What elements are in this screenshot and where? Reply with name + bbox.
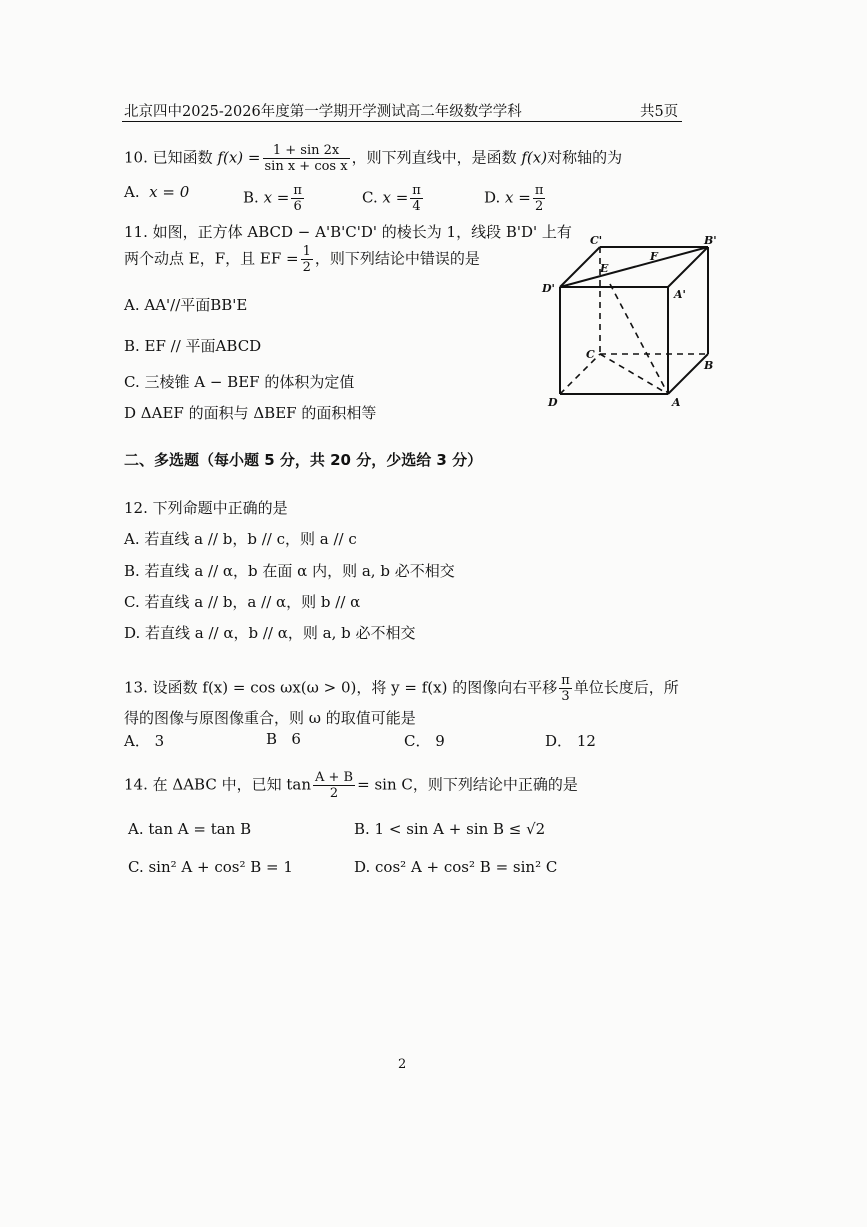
- question-10-option-b: B. x = $\frac{\pi}{6}$: [243, 183, 302, 214]
- question-13-option-d: D． 12: [545, 732, 596, 750]
- label-D: D: [548, 396, 558, 409]
- header-title: 北京四中2025-2026年度第一学期开学测试高二年级数学学科: [124, 104, 522, 120]
- question-13-option-b: B 6: [266, 730, 301, 748]
- label-A1: A': [674, 288, 686, 301]
- question-10-option-a: A. x = 0: [124, 183, 190, 201]
- cube-figure: [540, 232, 730, 412]
- question-10-stem: 10. 已知函数 f(x) = $\frac{1 + \sin 2x}{\text{sin x + cos x}}$ ，则下列直线中，是函数 f(x)对称轴的为: [124, 143, 623, 174]
- label-F: F: [650, 250, 658, 263]
- question-12-option-d: D. 若直线 a // α，b // α，则 a, b 必不相交: [124, 624, 416, 642]
- question-14-option-d: D. cos² A + cos² B = sin² C: [354, 858, 558, 876]
- label-D1: D': [542, 282, 555, 295]
- label-C1: C': [590, 234, 603, 247]
- question-14-option-b: B. 1 < sin A + sin B ≤ √2: [354, 820, 546, 838]
- question-10-option-c: C. x = $\frac{\pi}{4}$: [362, 183, 421, 214]
- question-14-option-a: A. tan A = tan B: [128, 820, 252, 838]
- question-13-option-c: C． 9: [404, 732, 445, 750]
- label-C: C: [586, 348, 595, 361]
- question-13-stem-line2: 得的图像与原图像重合，则 ω 的取值可能是: [124, 709, 416, 727]
- question-11-stem-line2: 两个动点 E，F，且 EF = $\frac{1}{2}$ ，则下列结论中错误的是: [124, 244, 480, 275]
- question-10-option-d: D. x = $\frac{\pi}{2}$: [484, 183, 544, 214]
- question-14-stem: 14. 在 ΔABC 中，已知 tan $\frac{A + B}{2}$ = sin C，则下列结论中正确的是: [124, 770, 578, 801]
- question-11-option-d: D ΔAEF 的面积与 ΔBEF 的面积相等: [124, 404, 377, 422]
- question-11-option-c: C. 三棱锥 A − BEF 的体积为定值: [124, 373, 355, 391]
- header-page-count: 共5页: [640, 104, 679, 120]
- question-14-option-c: C. sin² A + cos² B = 1: [128, 858, 293, 876]
- question-12-stem: 12. 下列命题中正确的是: [124, 499, 288, 517]
- header-rule: [122, 121, 682, 122]
- page-number: 2: [398, 1057, 407, 1072]
- question-11-option-a: A. AA'//平面BB'E: [124, 296, 248, 314]
- label-A: A: [672, 396, 681, 409]
- section-2-title: 二、多选题（每小题 5 分，共 20 分，少选给 3 分）: [124, 451, 483, 469]
- question-12-option-c: C. 若直线 a // b，a // α，则 b // α: [124, 593, 361, 611]
- question-11-option-b: B. EF // 平面ABCD: [124, 337, 262, 355]
- question-13-option-a: A． 3: [124, 732, 165, 750]
- question-12-option-a: A. 若直线 a // b，b // c，则 a // c: [124, 530, 357, 548]
- label-B1: B': [704, 234, 717, 247]
- question-11-stem-line1: 11. 如图，正方体 ABCD − A'B'C'D' 的棱长为 1，线段 B'D' 上有: [124, 223, 572, 241]
- question-13-stem-line1: 13. 设函数 f(x) = cos ωx(ω > 0)，将 y = f(x) 的图像向右平移 $\frac{\pi}{3}$ 单位长度后，所: [124, 673, 679, 704]
- question-12-option-b: B. 若直线 a // α，b 在面 α 内，则 a, b 必不相交: [124, 562, 455, 580]
- label-B: B: [704, 359, 714, 372]
- label-E: E: [600, 262, 609, 275]
